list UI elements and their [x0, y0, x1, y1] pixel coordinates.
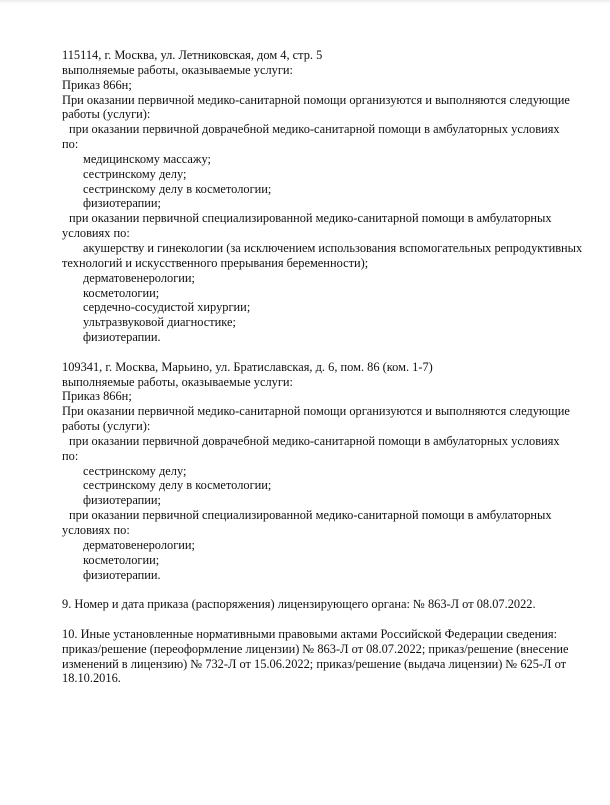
service-item: косметологии;: [83, 552, 160, 567]
service-item-cont: технологий и искусственного прерывания беременности);: [62, 255, 369, 270]
service-item: физиотерапии;: [83, 196, 161, 211]
service-item: физиотерапии.: [83, 567, 161, 582]
group-heading-primary-specialized: при оказании первичной специализированной медико-санитарной помощи в амбулаторных: [69, 508, 552, 523]
group-heading-primary-prehospital: при оказании первичной доврачебной медико-санитарной помощи в амбулаторных условиях: [69, 122, 560, 137]
intro-line: При оказании первичной медико-санитарной помощи организуются и выполняются следующие: [62, 92, 570, 107]
group-heading-primary-specialized: при оказании первичной специализированной медико-санитарной помощи в амбулаторных: [69, 211, 552, 226]
service-item: сестринскому делу в косметологии;: [83, 181, 272, 196]
service-item: сестринскому делу в косметологии;: [83, 478, 272, 493]
service-item: физиотерапии.: [83, 330, 161, 345]
service-item: дерматовенерологии;: [83, 270, 195, 285]
section-10-line: 10. Иные установленные нормативными правовыми актами Российской Федерации сведения:: [62, 626, 558, 641]
blank-line: [62, 612, 582, 627]
group-heading-cont: по:: [62, 448, 79, 463]
blank-line: [62, 345, 582, 360]
group-heading-cont: условиях по:: [62, 226, 130, 241]
service-item: сердечно-сосудистой хирургии;: [83, 300, 251, 315]
order-line: Приказ 866н;: [62, 77, 132, 92]
document-page: [62, 48, 582, 686]
section-10-line: изменений в лицензию) № 732-Л от 15.06.2022; приказ/решение (выдача лицензии) № 625-Л от: [62, 656, 567, 671]
address-line: 109341, г. Москва, Марьино, ул. Братиславская, д. 6, пом. 86 (ком. 1-7): [62, 359, 433, 374]
section-9-order-number-date: 9. Номер и дата приказа (распоряжения) лицензирующего органа: № 863-Л от 08.07.2022.: [62, 597, 536, 612]
address-line: 115114, г. Москва, ул. Летниковская, дом 4, стр. 5: [62, 48, 323, 62]
section-10-other-info: [62, 627, 582, 686]
order-line: Приказ 866н;: [62, 389, 132, 404]
works-label: выполняемые работы, оказываемые услуги:: [62, 374, 294, 389]
service-item: сестринскому делу;: [83, 166, 187, 181]
viewer-top-shadow: [0, 0, 610, 4]
service-item: косметологии;: [83, 285, 160, 300]
service-item: дерматовенерологии;: [83, 537, 195, 552]
intro-line-cont: работы (услуги):: [62, 107, 151, 122]
intro-line: При оказании первичной медико-санитарной помощи организуются и выполняются следующие: [62, 404, 570, 419]
blank-line: [62, 582, 582, 597]
service-item: физиотерапии;: [83, 493, 161, 508]
works-label: выполняемые работы, оказываемые услуги:: [62, 62, 294, 77]
group-heading-primary-prehospital: при оказании первичной доврачебной медико-санитарной помощи в амбулаторных условиях: [69, 433, 560, 448]
group-heading-cont: условиях по:: [62, 523, 130, 537]
section-10-line: приказ/решение (переоформление лицензии) № 863-Л от 08.07.2022; приказ/решение (внесение: [62, 641, 569, 656]
service-item: медицинскому массажу;: [83, 151, 211, 166]
service-item: акушерству и гинекологии (за исключением использования вспомогательных репродуктивных: [83, 240, 583, 255]
address-block-2: [62, 360, 582, 583]
section-10-line: 18.10.2016.: [62, 671, 121, 686]
intro-line-cont: работы (услуги):: [62, 419, 151, 434]
group-heading-cont: по:: [62, 137, 79, 152]
service-item: ультразвуковой диагностике;: [83, 315, 236, 330]
address-block-1: [62, 48, 582, 345]
service-item: сестринскому делу;: [83, 463, 187, 478]
